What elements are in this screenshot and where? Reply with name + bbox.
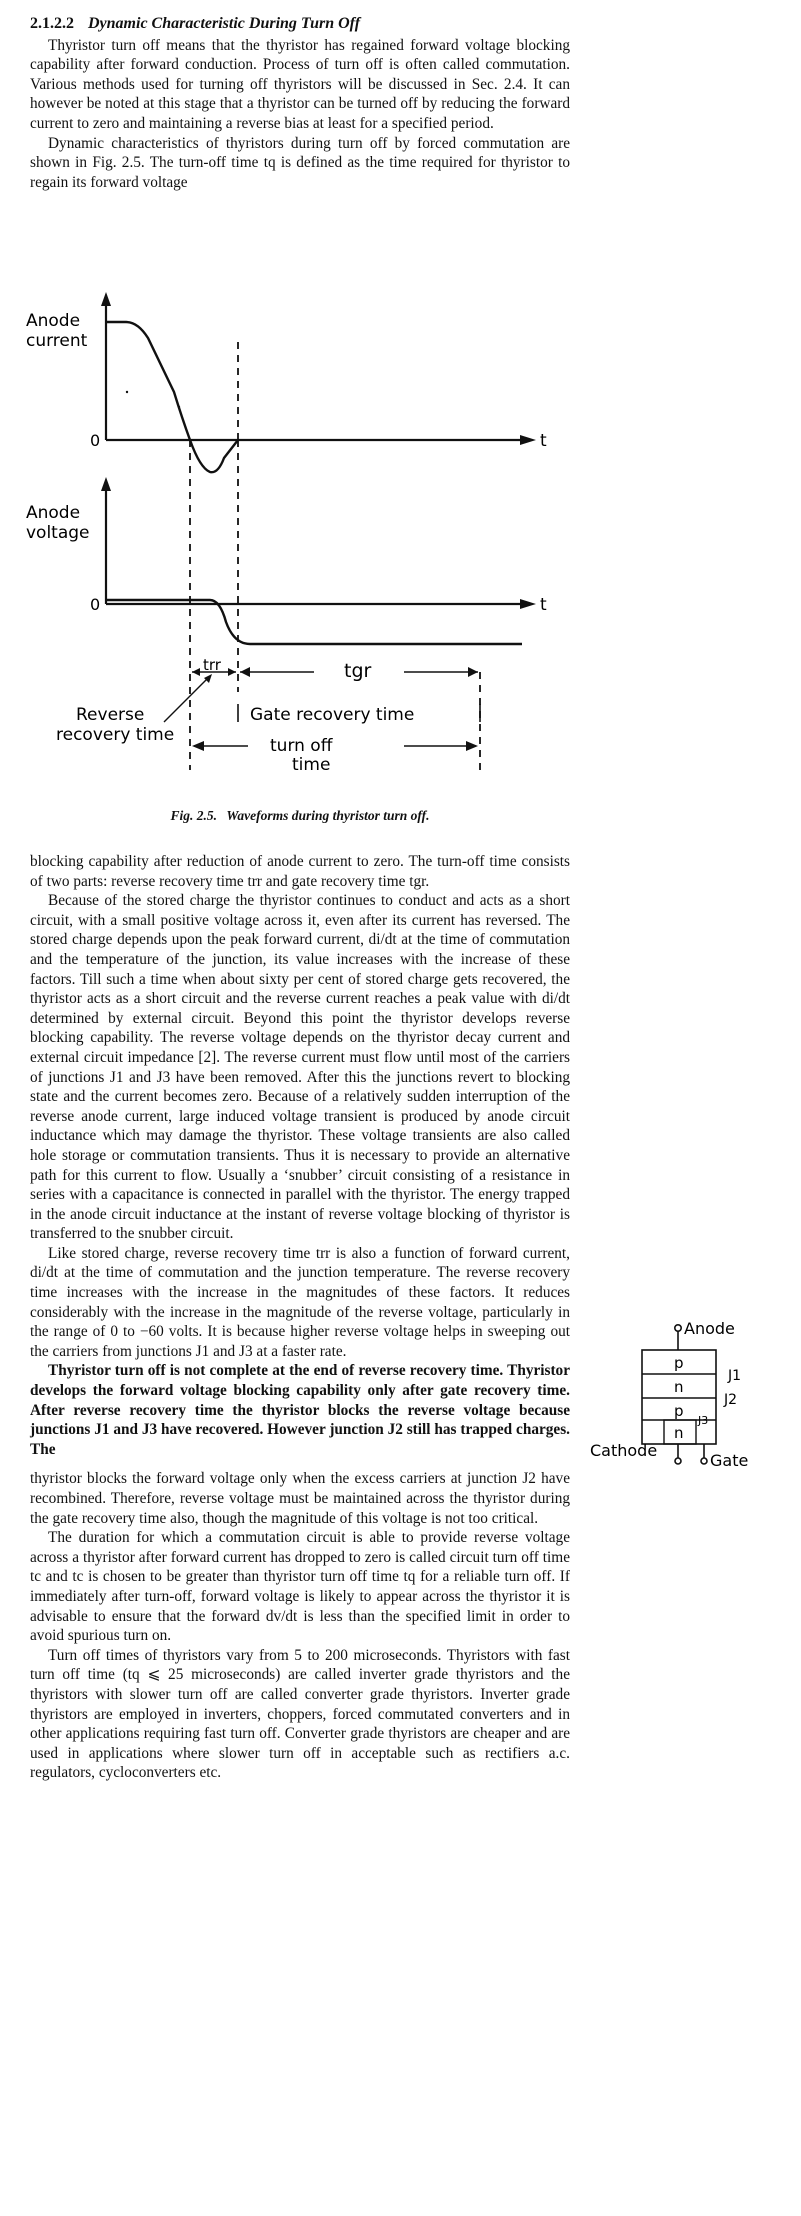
turn-off-label-2: time [292, 755, 331, 775]
current-y-arrow [101, 292, 111, 306]
junction-j3: J3 [698, 1414, 709, 1427]
layer-p2: p [674, 1402, 684, 1420]
paragraph: Turn off times of thyristors vary from 5 to 200 microseconds. Thyristors with fast turn off time (tq ⩽ 25 microseconds) are called inverter grade thyristors and the thyristors with slower turn off are called converter grade thyristors. Inverter grade thyristors are employed in inverters, choppers, forced commutated converters and in other applications requiring fast turn off. Converter grade thyristors are cheaper and are used in applications where slower turn off in acceptable such as rectifiers a.c. regulators, cycloconverters etc. [30, 1646, 570, 1782]
t-label-voltage: t [540, 595, 547, 615]
reverse-recovery-label-2: recovery time [56, 725, 175, 745]
paragraph: Thyristor turn off means that the thyristor has regained forward voltage blocking capability after forward conduction. Process of turn off is often called commutation. Various methods used for turning off thyristors will be discussed in Sec. 2.4. It can however be noted at this stage that a thyristor can be turned off by reducing the forward current to zero and maintaining a reverse bias at least for a specified period. [30, 36, 570, 132]
thyristor-structure-svg [590, 1320, 790, 1480]
tgr-label: tgr [344, 660, 372, 682]
voltage-t-arrow [520, 599, 536, 609]
caption-text: Waveforms during thyristor turn off. [226, 808, 430, 823]
section-number: 2.1.2.2 [30, 15, 74, 32]
junction-j1: J1 [728, 1368, 742, 1384]
caption-label: Fig. 2.5. [170, 808, 217, 823]
layer-n2: n [674, 1424, 684, 1442]
voltage-y-arrow [101, 477, 111, 491]
section-heading [30, 14, 570, 34]
origin-current: 0 [90, 431, 101, 450]
t-label-current: t [540, 431, 547, 451]
current-label-1: Anode [26, 311, 81, 331]
origin-voltage: 0 [90, 595, 101, 614]
cathode-terminal [675, 1458, 681, 1464]
voltage-label-1: Anode [26, 503, 81, 523]
layer-n1: n [674, 1378, 684, 1396]
junction-j2: J2 [724, 1392, 738, 1408]
layer-p1: p [674, 1354, 684, 1372]
paragraph: Because of the stored charge the thyristor continues to conduct and acts as a short circuit, with a small positive voltage across it, even after its current has reversed. The stored charge depends upon the peak forward current, di/dt at the time of commutation and the temperature of the junction, its value increases with the increase of these factors. Till such a time when about sixty per cent of stored charge gets recovered, the thyristor acts as a short circuit and the reverse current reaches a peak value with di/dt determined by external circuit. Beyond this point the thyristor develops reverse blocking capability. The reverse voltage depends on the thyristor decay current and external circuit impedance [2]. The reverse current must flow until most of the carriers of junctions J1 and J3 have been removed. After this the junctions revert to blocking state and the current becomes zero. Because of a relatively sudden interruption of the reverse anode current, large induced voltage transient is produced by anode circuit inductance which may damage the thyristor. These voltage transients are also called hole storage or commutation transients. Thus it is necessary to provide an alternative path for this current to flow. Usually a ‘snubber’ circuit consisting of a resistance in series with a capacitance is connected in parallel with the thyristor. The energy trapped in the anode circuit inductance at the instant of reverse voltage blocking of thyristor is transferred to the snubber circuit. [30, 892, 570, 1243]
paragraph: The duration for which a commutation circuit is able to provide reverse voltage across a thyristor after forward current has dropped to zero is called circuit turn off time tc and tc is chosen to be greater than thyristor turn off time tq for a reliable turn off. If immediately after turn-off, forward voltage is likely to appear across the thyristor it is advisable to ensure that the forward dv/dt is less than the specified limit in order to avoid spurious turn on. [30, 1529, 570, 1645]
top-text-block [30, 14, 570, 192]
paragraph: thyristor blocks the forward voltage only when the excess carriers at junction J2 have recombined. Therefore, reverse voltage must be maintained across the thyristor during the gate recovery time also, though the magnitude of this voltage is not too critical. [30, 1470, 570, 1527]
anode-voltage-waveform [106, 600, 522, 644]
anode-current-waveform [106, 322, 238, 472]
gate-recovery-label: Gate recovery time [250, 705, 415, 725]
waveform-figure [14, 272, 574, 802]
voltage-label-2: voltage [26, 523, 90, 543]
paragraph: blocking capability after reduction of anode current to zero. The turn-off time consists of two parts: reverse recovery time trr and gate recovery time tgr. [30, 853, 570, 890]
gate-label: Gate [710, 1451, 749, 1470]
section-title: Dynamic Characteristic During Turn Off [88, 15, 361, 32]
trr-label: trr [203, 656, 221, 674]
cathode-label: Cathode [590, 1441, 658, 1460]
thyristor-structure-figure [590, 1320, 790, 1480]
anode-terminal [675, 1325, 681, 1331]
reverse-recovery-label-1: Reverse [76, 705, 145, 725]
figure-caption [30, 808, 570, 824]
anode-label: Anode [684, 1320, 735, 1338]
paragraph: Like stored charge, reverse recovery time trr is also a function of forward current, di/dt at the time of commutation and the junction temperature. The reverse recovery time increases with the increase in the magnitudes of these factors. It reduces considerably with the increase in the magnitude of the reverse voltage, particularly in the range of 0 to −60 volts. It is because higher reverse voltage helps in sweeping out the carriers from junctions J1 and J3 at a faster rate. [30, 1244, 570, 1360]
current-label-2: current [26, 331, 88, 351]
reverse-recovery-leader [164, 676, 210, 722]
body-text-block [30, 852, 570, 1783]
paragraph: Dynamic characteristics of thyristors during turn off by forced commutation are shown in Fig. 2.5. The turn-off time tq is defined as the time required for thyristor to regain its forward voltage [30, 134, 570, 191]
turn-off-label-1: turn off [270, 736, 333, 756]
current-t-arrow [520, 435, 536, 445]
gate-terminal [701, 1458, 707, 1464]
paragraph-bold: Thyristor turn off is not complete at the end of reverse recovery time. Thyristor develops the forward voltage blocking capability only after gate recovery time. After reverse recovery time the thyristor blocks the reverse voltage because junctions J1 and J3 have recovered. However junction J2 still has trapped charges. The [30, 1362, 570, 1458]
waveform-svg [14, 272, 574, 802]
